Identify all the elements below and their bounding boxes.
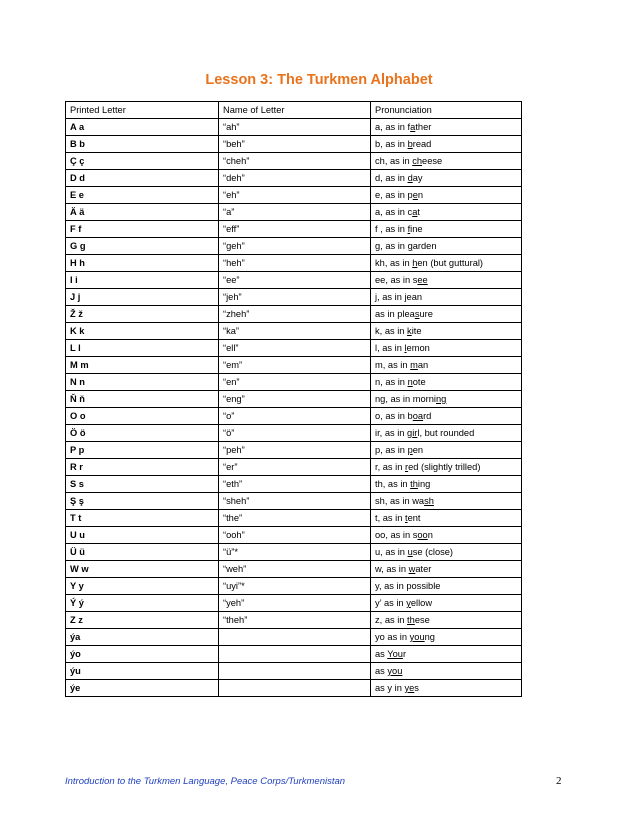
pronunciation-segment: en — [412, 445, 424, 455]
pronunciation-segment: r, as in — [375, 462, 405, 472]
pronunciation-cell — [371, 255, 522, 272]
letter-name-cell: “theh” — [219, 612, 371, 629]
printed-letter-cell: Ž ž — [66, 306, 219, 323]
pronunciation-underlined-segment: s — [414, 309, 420, 319]
header-printed-letter: Printed Letter — [66, 102, 219, 119]
pronunciation-segment: ther — [415, 122, 432, 132]
pronunciation-underlined-segment: a — [410, 122, 416, 132]
pronunciation-segment: u, as in — [375, 547, 408, 557]
pronunciation-cell — [371, 425, 522, 442]
letter-name-cell: “jeh” — [219, 289, 371, 306]
pronunciation-segment: as — [375, 649, 388, 659]
pronunciation-segment: l, as in — [375, 343, 405, 353]
pronunciation-underlined-segment: you — [387, 666, 403, 676]
pronunciation-segment: eese — [422, 156, 443, 166]
pronunciation-underlined-segment: ee — [417, 275, 428, 285]
pronunciation-cell — [371, 272, 522, 289]
table-row — [66, 646, 522, 663]
pronunciation-cell — [371, 510, 522, 527]
pronunciation-cell — [371, 527, 522, 544]
pronunciation-cell — [371, 561, 522, 578]
table-row — [66, 510, 522, 527]
table-header-row — [66, 102, 522, 119]
printed-letter-cell: Ä ä — [66, 204, 219, 221]
printed-letter-cell: Ö ö — [66, 425, 219, 442]
pronunciation-underlined-segment: g — [407, 241, 413, 251]
pronunciation-segment: ote — [412, 377, 426, 387]
pronunciation-segment: ch, as in — [375, 156, 413, 166]
table-row — [66, 289, 522, 306]
letter-name-cell: “deh” — [219, 170, 371, 187]
table-row — [66, 119, 522, 136]
printed-letter-cell: ýu — [66, 663, 219, 680]
table-row — [66, 136, 522, 153]
table-row — [66, 561, 522, 578]
letter-name-cell: “em” — [219, 357, 371, 374]
letter-name-cell: “eh” — [219, 187, 371, 204]
pronunciation-underlined-segment: ch — [412, 156, 423, 166]
table-row — [66, 340, 522, 357]
pronunciation-segment: n, as in — [375, 377, 408, 387]
pronunciation-cell — [371, 119, 522, 136]
pronunciation-underlined-segment: f — [407, 224, 411, 234]
pronunciation-segment: w, as in — [375, 564, 409, 574]
letter-name-cell: “eth” — [219, 476, 371, 493]
pronunciation-segment: d, as in — [375, 173, 408, 183]
pronunciation-segment: k, as in — [375, 326, 408, 336]
pronunciation-underlined-segment: ye — [404, 683, 415, 693]
printed-letter-cell: Ý ý — [66, 595, 219, 612]
letter-name-cell — [219, 680, 371, 697]
printed-letter-cell: T t — [66, 510, 219, 527]
table-row — [66, 544, 522, 561]
table-row — [66, 595, 522, 612]
printed-letter-cell: Ü ü — [66, 544, 219, 561]
table-row — [66, 408, 522, 425]
pronunciation-underlined-segment: th — [407, 615, 415, 625]
table-row — [66, 153, 522, 170]
pronunciation-underlined-segment: p — [407, 445, 413, 455]
pronunciation-segment: ng, as in morni — [375, 394, 436, 404]
letter-name-cell: “the” — [219, 510, 371, 527]
printed-letter-cell: S s — [66, 476, 219, 493]
table-row — [66, 425, 522, 442]
printed-letter-cell: E e — [66, 187, 219, 204]
pronunciation-cell — [371, 578, 522, 595]
pronunciation-segment: th, as in — [375, 479, 411, 489]
pronunciation-cell — [371, 204, 522, 221]
header-name-of-letter: Name of Letter — [219, 102, 371, 119]
table-row — [66, 663, 522, 680]
pronunciation-cell — [371, 323, 522, 340]
footer-text: Introduction to the Turkmen Language, Peace Corps/Turkmenistan — [65, 776, 346, 787]
printed-letter-cell: I i — [66, 272, 219, 289]
table-row — [66, 442, 522, 459]
pronunciation-underlined-segment: oo — [417, 530, 428, 540]
header-pronunciation: Pronunciation — [371, 102, 522, 119]
pronunciation-underlined-segment: ir — [412, 428, 418, 438]
pronunciation-segment: y’ as in — [375, 598, 407, 608]
pronunciation-cell — [371, 357, 522, 374]
pronunciation-cell — [371, 170, 522, 187]
pronunciation-segment: ng — [424, 632, 435, 642]
letter-name-cell: “geh” — [219, 238, 371, 255]
letter-name-cell: “cheh” — [219, 153, 371, 170]
table-row — [66, 493, 522, 510]
printed-letter-cell: N n — [66, 374, 219, 391]
pronunciation-segment: rd — [423, 411, 432, 421]
letter-name-cell: “beh” — [219, 136, 371, 153]
pronunciation-segment: s — [414, 683, 419, 693]
pronunciation-segment: an — [417, 360, 429, 370]
pronunciation-cell — [371, 459, 522, 476]
printed-letter-cell: H h — [66, 255, 219, 272]
pronunciation-segment: se (close) — [412, 547, 454, 557]
printed-letter-cell: F f — [66, 221, 219, 238]
pronunciation-segment: n — [427, 530, 433, 540]
pronunciation-underlined-segment: You — [387, 649, 403, 659]
pronunciation-underlined-segment: d — [407, 173, 413, 183]
pronunciation-segment: p, as in — [375, 445, 408, 455]
pronunciation-underlined-segment: r — [404, 462, 409, 472]
letter-name-cell: “a” — [219, 204, 371, 221]
pronunciation-cell — [371, 340, 522, 357]
pronunciation-cell — [371, 612, 522, 629]
table-row — [66, 357, 522, 374]
pronunciation-segment: r — [402, 649, 407, 659]
pronunciation-segment: n — [417, 190, 424, 200]
pronunciation-segment: t — [417, 207, 420, 217]
pronunciation-segment: o, as in b — [375, 411, 413, 421]
pronunciation-segment: m, as in — [375, 360, 411, 370]
pronunciation-segment: sh, as in wa — [375, 496, 425, 506]
letter-name-cell: “sheh” — [219, 493, 371, 510]
alphabet-table-body — [66, 119, 522, 697]
table-row — [66, 323, 522, 340]
pronunciation-cell — [371, 544, 522, 561]
letter-name-cell: “heh” — [219, 255, 371, 272]
pronunciation-segment: ean — [406, 292, 423, 302]
pronunciation-segment: ay — [412, 173, 423, 183]
letter-name-cell: “ka” — [219, 323, 371, 340]
letter-name-cell: “yeh” — [219, 595, 371, 612]
letter-name-cell: “weh” — [219, 561, 371, 578]
letter-name-cell: “en” — [219, 374, 371, 391]
pronunciation-segment: ellow — [410, 598, 433, 608]
pronunciation-segment: f , as in — [375, 224, 408, 234]
pronunciation-segment: l, but rounded — [417, 428, 475, 438]
letter-name-cell: “o” — [219, 408, 371, 425]
pronunciation-segment: arden — [412, 241, 437, 251]
table-row — [66, 459, 522, 476]
pronunciation-cell — [371, 663, 522, 680]
letter-name-cell: “ö” — [219, 425, 371, 442]
table-row — [66, 170, 522, 187]
letter-name-cell: “ee” — [219, 272, 371, 289]
table-row — [66, 527, 522, 544]
pronunciation-underlined-segment: e — [412, 190, 418, 200]
pronunciation-cell — [371, 289, 522, 306]
pronunciation-segment: oo, as in s — [375, 530, 418, 540]
letter-name-cell — [219, 663, 371, 680]
printed-letter-cell: Y y — [66, 578, 219, 595]
pronunciation-cell — [371, 136, 522, 153]
printed-letter-cell: Ş ş — [66, 493, 219, 510]
pronunciation-segment: as — [375, 666, 388, 676]
table-row — [66, 629, 522, 646]
alphabet-table — [65, 101, 522, 697]
pronunciation-underlined-segment: h — [412, 258, 418, 268]
table-row — [66, 272, 522, 289]
letter-name-cell: “uyi”* — [219, 578, 371, 595]
printed-letter-cell: B b — [66, 136, 219, 153]
printed-letter-cell: G g — [66, 238, 219, 255]
pronunciation-segment: ese — [414, 615, 430, 625]
pronunciation-underlined-segment: a — [412, 207, 418, 217]
pronunciation-cell — [371, 187, 522, 204]
table-row — [66, 255, 522, 272]
table-row — [66, 680, 522, 697]
pronunciation-underlined-segment: l — [404, 343, 407, 353]
pronunciation-segment: a, as in c — [375, 207, 413, 217]
table-row — [66, 238, 522, 255]
letter-name-cell: “ah” — [219, 119, 371, 136]
pronunciation-underlined-segment: u — [407, 547, 413, 557]
letter-name-cell: “ell” — [219, 340, 371, 357]
pronunciation-segment: ir, as in g — [375, 428, 413, 438]
pronunciation-segment: read — [412, 139, 432, 149]
pronunciation-segment: en (but guttural) — [417, 258, 484, 268]
printed-letter-cell: Ç ç — [66, 153, 219, 170]
pronunciation-segment: ure — [419, 309, 433, 319]
table-row — [66, 187, 522, 204]
printed-letter-cell: R r — [66, 459, 219, 476]
pronunciation-segment: as in plea — [375, 309, 415, 319]
pronunciation-segment: j, as in — [375, 292, 405, 302]
pronunciation-underlined-segment: j — [404, 292, 407, 302]
pronunciation-cell — [371, 680, 522, 697]
pronunciation-underlined-segment: w — [408, 564, 416, 574]
printed-letter-cell: ýo — [66, 646, 219, 663]
pronunciation-segment: ee, as in s — [375, 275, 418, 285]
printed-letter-cell: A a — [66, 119, 219, 136]
pronunciation-segment: yo as in — [375, 632, 410, 642]
printed-letter-cell: Ň ň — [66, 391, 219, 408]
pronunciation-underlined-segment: you — [409, 632, 425, 642]
letter-name-cell — [219, 646, 371, 663]
pronunciation-underlined-segment: n — [407, 377, 413, 387]
pronunciation-underlined-segment: t — [404, 513, 408, 523]
printed-letter-cell: ýa — [66, 629, 219, 646]
pronunciation-cell — [371, 595, 522, 612]
pronunciation-cell — [371, 391, 522, 408]
pronunciation-cell — [371, 153, 522, 170]
printed-letter-cell: J j — [66, 289, 219, 306]
table-row — [66, 306, 522, 323]
letter-name-cell: “ü”* — [219, 544, 371, 561]
letter-name-cell: “peh” — [219, 442, 371, 459]
pronunciation-cell — [371, 646, 522, 663]
pronunciation-segment: ite — [411, 326, 422, 336]
printed-letter-cell: D d — [66, 170, 219, 187]
pronunciation-segment: b, as in — [375, 139, 408, 149]
pronunciation-segment: emon — [406, 343, 430, 353]
printed-letter-cell: W w — [66, 561, 219, 578]
pronunciation-cell — [371, 306, 522, 323]
table-row — [66, 204, 522, 221]
table-row — [66, 578, 522, 595]
table-row — [66, 391, 522, 408]
printed-letter-cell: Z z — [66, 612, 219, 629]
letter-name-cell: “er” — [219, 459, 371, 476]
letter-name-cell — [219, 629, 371, 646]
pronunciation-underlined-segment: b — [407, 139, 413, 149]
pronunciation-underlined-segment: m — [410, 360, 418, 370]
pronunciation-segment: e, as in p — [375, 190, 413, 200]
pronunciation-segment: g, as in — [375, 241, 408, 251]
printed-letter-cell: P p — [66, 442, 219, 459]
pronunciation-underlined-segment: k — [407, 326, 412, 336]
pronunciation-cell — [371, 442, 522, 459]
printed-letter-cell: K k — [66, 323, 219, 340]
pronunciation-segment: ed (slightly trilled) — [408, 462, 481, 472]
letter-name-cell: “eff” — [219, 221, 371, 238]
pronunciation-cell — [371, 493, 522, 510]
printed-letter-cell: L l — [66, 340, 219, 357]
printed-letter-cell: O o — [66, 408, 219, 425]
pronunciation-cell — [371, 629, 522, 646]
printed-letter-cell: ýe — [66, 680, 219, 697]
printed-letter-cell: U u — [66, 527, 219, 544]
pronunciation-segment: ater — [415, 564, 432, 574]
pronunciation-segment: kh, as in — [375, 258, 413, 268]
pronunciation-segment: ent — [407, 513, 421, 523]
pronunciation-segment: as y in — [375, 683, 405, 693]
pronunciation-segment: a, as in f — [375, 122, 411, 132]
printed-letter-cell: M m — [66, 357, 219, 374]
pronunciation-underlined-segment: ng — [435, 394, 447, 404]
pronunciation-underlined-segment: oa — [412, 411, 424, 421]
pronunciation-segment: t, as in — [375, 513, 405, 523]
page-number: 2 — [556, 775, 562, 787]
pronunciation-cell — [371, 374, 522, 391]
pronunciation-cell — [371, 238, 522, 255]
pronunciation-underlined-segment: th — [410, 479, 418, 489]
pronunciation-segment: z, as in — [375, 615, 408, 625]
letter-name-cell: “eng” — [219, 391, 371, 408]
letter-name-cell: “zheh” — [219, 306, 371, 323]
pronunciation-underlined-segment: y — [406, 598, 411, 608]
pronunciation-segment: ing — [417, 479, 431, 489]
pronunciation-underlined-segment: sh — [424, 496, 434, 506]
table-row — [66, 374, 522, 391]
pronunciation-segment: ine — [410, 224, 423, 234]
letter-name-cell: “ooh” — [219, 527, 371, 544]
pronunciation-cell — [371, 221, 522, 238]
page-title: Lesson 3: The Turkmen Alphabet — [205, 72, 433, 88]
table-row — [66, 476, 522, 493]
pronunciation-cell — [371, 408, 522, 425]
table-row — [66, 612, 522, 629]
pronunciation-cell — [371, 476, 522, 493]
table-row — [66, 221, 522, 238]
pronunciation-segment: y, as in possible — [375, 581, 441, 591]
